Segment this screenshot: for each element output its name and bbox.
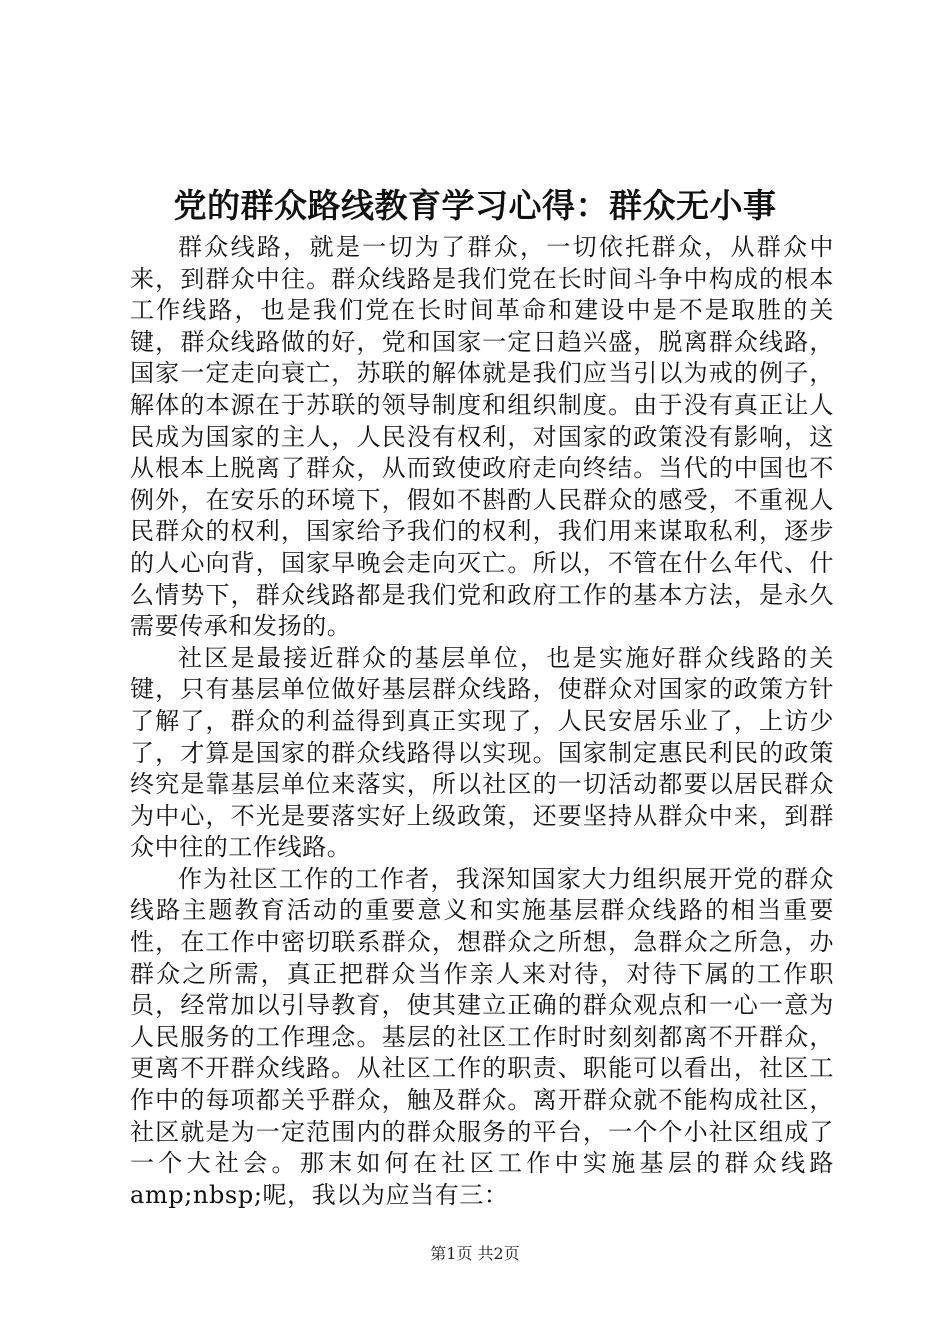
document-body: [130, 232, 834, 1211]
paragraph-1: 群众线路，就是一切为了群众，一切依托群众，从群众中来，到群众中往。群众线路是我们党在长时间斗争中构成的根本工作线路，也是我们党在长时间革命和建设中是不是取胜的关键，群众线路做的好，党和国家一定日趋兴盛，脱离群众线路，国家一定走向衰亡，苏联的解体就是我们应当引以为戒的例子，解体的本源在于苏联的领导制度和组织制度。由于没有真正让人民成为国家的主人，人民没有权利，对国家的政策没有影响，这从根本上脱离了群众，从而致使政府走向终结。当代的中国也不例外，在安乐的环境下，假如不斟酌人民群众的感受，不重视人民群众的权利，国家给予我们的权利，我们用来谋取私利，逐步的人心向背，国家早晚会走向灭亡。所以，不管在什么年代、什么情势下，群众线路都是我们党和政府工作的基本方法，是永久需要传承和发扬的。: [130, 233, 834, 641]
paragraph-2: 社区是最接近群众的基层单位，也是实施好群众线路的关键，只有基层单位做好基层群众线路，使群众对国家的政策方针了解了，群众的利益得到真正实现了，人民安居乐业了，上访少了，才算是国家的群众线路得以实现。国家制定惠民利民的政策终究是靠基层单位来落实，所以社区的一切活动都要以居民群众为中心，不光是要落实好上级政策，还要坚持从群众中来，到群众中往的工作线路。: [130, 643, 834, 862]
paragraph-3: 作为社区工作的工作者，我深知国家大力组织展开党的群众线路主题教育活动的重要意义和实施基层群众线路的相当重要性，在工作中密切联系群众，想群众之所想，急群众之所急，办群众之所需，真正把群众当作亲人来对待，对待下属的工作职员，经常加以引导教育，使其建立正确的群众观点和一心一意为人民服务的工作理念。基层的社区工作时时刻刻都离不开群众，更离不开群众线路。从社区工作的职责、职能可以看出，社区工作中的每项都关乎群众，触及群众。离开群众就不能构成社区，社区就是为一定范围内的群众服务的平台，一个个小社区组成了一个大社会。那末如何在社区工作中实施基层的群众线路amp;nbsp;呢，我以为应当有三：: [130, 864, 834, 1209]
document-title: 党的群众路线教育学习心得：群众无小事: [173, 186, 777, 225]
page-number-footer: 第1页 共2页: [430, 1244, 520, 1263]
